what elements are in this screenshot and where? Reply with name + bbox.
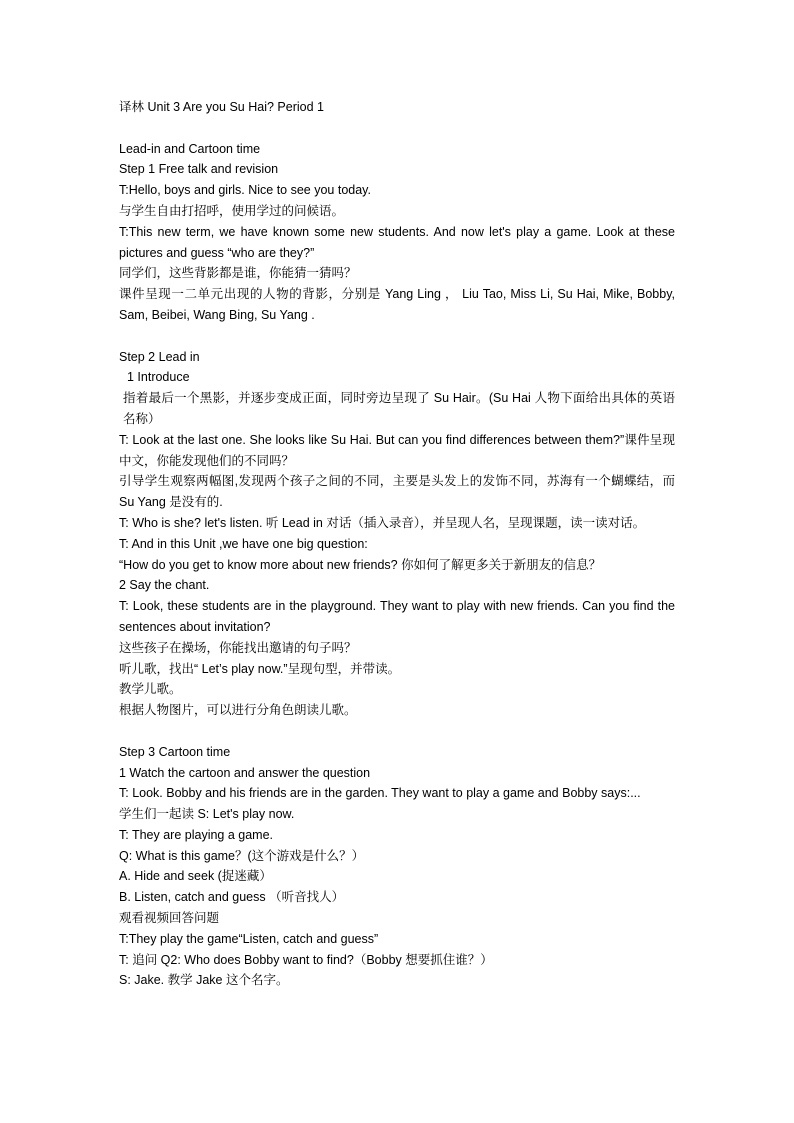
step2-line-b2: 这些孩子在操场，你能找出邀请的句子吗？ bbox=[119, 640, 357, 655]
step1-line-4: 同学们，这些背影都是谁，你能猜一猜吗？ bbox=[119, 266, 357, 281]
step2-heading: Step 2 Lead in bbox=[119, 349, 200, 364]
spacer bbox=[119, 326, 675, 347]
step2-line-a1: 指着最后一个黑影，并逐步变成正面，同时旁边呈现了 Su Hair。(Su Hai 人物下面给出具体的英语名称） bbox=[123, 391, 675, 426]
spacer bbox=[119, 721, 675, 742]
step1-heading: Step 1 Free talk and revision bbox=[119, 162, 279, 177]
step1-line-5: 课件呈现一二单元出现的人物的背影，分别是 Yang Ling ， Liu Tao, Miss Li, Su Hai, Mike, Bobby, Sam, Beibei, Wang Bing, Su Yang . bbox=[119, 287, 675, 322]
step3-line-10: T: 追问 Q2: Who does Bobby want to find?（Bobby 想要抓住谁？） bbox=[119, 952, 493, 967]
step2-line-b4: 教学儿歌。 bbox=[119, 682, 182, 697]
step3-line-2: T: Look. Bobby and his friends are in the garden. They want to play a game and Bobby says:... bbox=[119, 786, 641, 801]
document-title: 译林 Unit 3 Are you Su Hai? Period 1 bbox=[119, 100, 324, 114]
step2-line-b1: T: Look, these students are in the playground. They want to play with new friends. Can you find the sentences about invitation? bbox=[119, 599, 675, 634]
step3-line-11: S: Jake. 教学 Jake 这个名字。 bbox=[119, 973, 289, 988]
step3-line-9: T:They play the game“Listen, catch and guess” bbox=[119, 931, 379, 946]
document-page bbox=[119, 97, 675, 991]
step3-heading: Step 3 Cartoon time bbox=[119, 744, 231, 759]
step3-line-4: T: They are playing a game. bbox=[119, 827, 274, 842]
step2-sub1: 1 Introduce bbox=[127, 370, 190, 385]
step2-line-a4: T: Who is she? let's listen. 听 Lead in 对话（插入录音），并呈现人名，呈现课题，读一读对话。 bbox=[119, 515, 646, 530]
step3-line-5: Q: What is this game？(这个游戏是什么？） bbox=[119, 848, 365, 863]
step3-line-3: 学生们一起读 S: Let's play now. bbox=[119, 807, 295, 822]
step2-line-a6: “How do you get to know more about new friends? 你如何了解更多关于新朋友的信息？ bbox=[119, 557, 602, 572]
step2-line-b3: 听儿歌，找出“ Let’s play now.”呈现句型，并带读。 bbox=[119, 661, 401, 676]
step1-line-1: T:Hello, boys and girls. Nice to see you today. bbox=[119, 183, 371, 198]
step2-line-a3: 引导学生观察两幅图,发现两个孩子之间的不同，主要是头发上的发饰不同，苏海有一个蝴蝶结，而 Su Yang 是没有的. bbox=[119, 474, 675, 510]
section-heading: Lead-in and Cartoon time bbox=[119, 141, 261, 156]
step3-line-1: 1 Watch the cartoon and answer the question bbox=[119, 765, 371, 780]
step1-line-2: 与学生自由打招呼，使用学过的问候语。 bbox=[119, 203, 345, 218]
step3-line-8: 观看视频回答问题 bbox=[119, 911, 220, 926]
step3-line-7: B. Listen, catch and guess （听音找人） bbox=[119, 890, 345, 905]
step1-line-3: T:This new term, we have known some new students. And now let's play a game. Look at these pictures and guess “who are they?” bbox=[119, 224, 675, 260]
step2-line-a2: T: Look at the last one. She looks like Su Hai. But can you find differences between them?”课件呈现中文，你能发现他们的不同吗？ bbox=[119, 432, 675, 468]
step2-sub2: 2 Say the chant. bbox=[119, 578, 210, 593]
step2-line-a5: T: And in this Unit ,we have one big question: bbox=[119, 536, 368, 551]
step2-line-b5: 根据人物图片，可以进行分角色朗读儿歌。 bbox=[119, 703, 357, 718]
step3-line-6: A. Hide and seek (捉迷藏） bbox=[119, 869, 272, 884]
spacer bbox=[119, 118, 675, 139]
